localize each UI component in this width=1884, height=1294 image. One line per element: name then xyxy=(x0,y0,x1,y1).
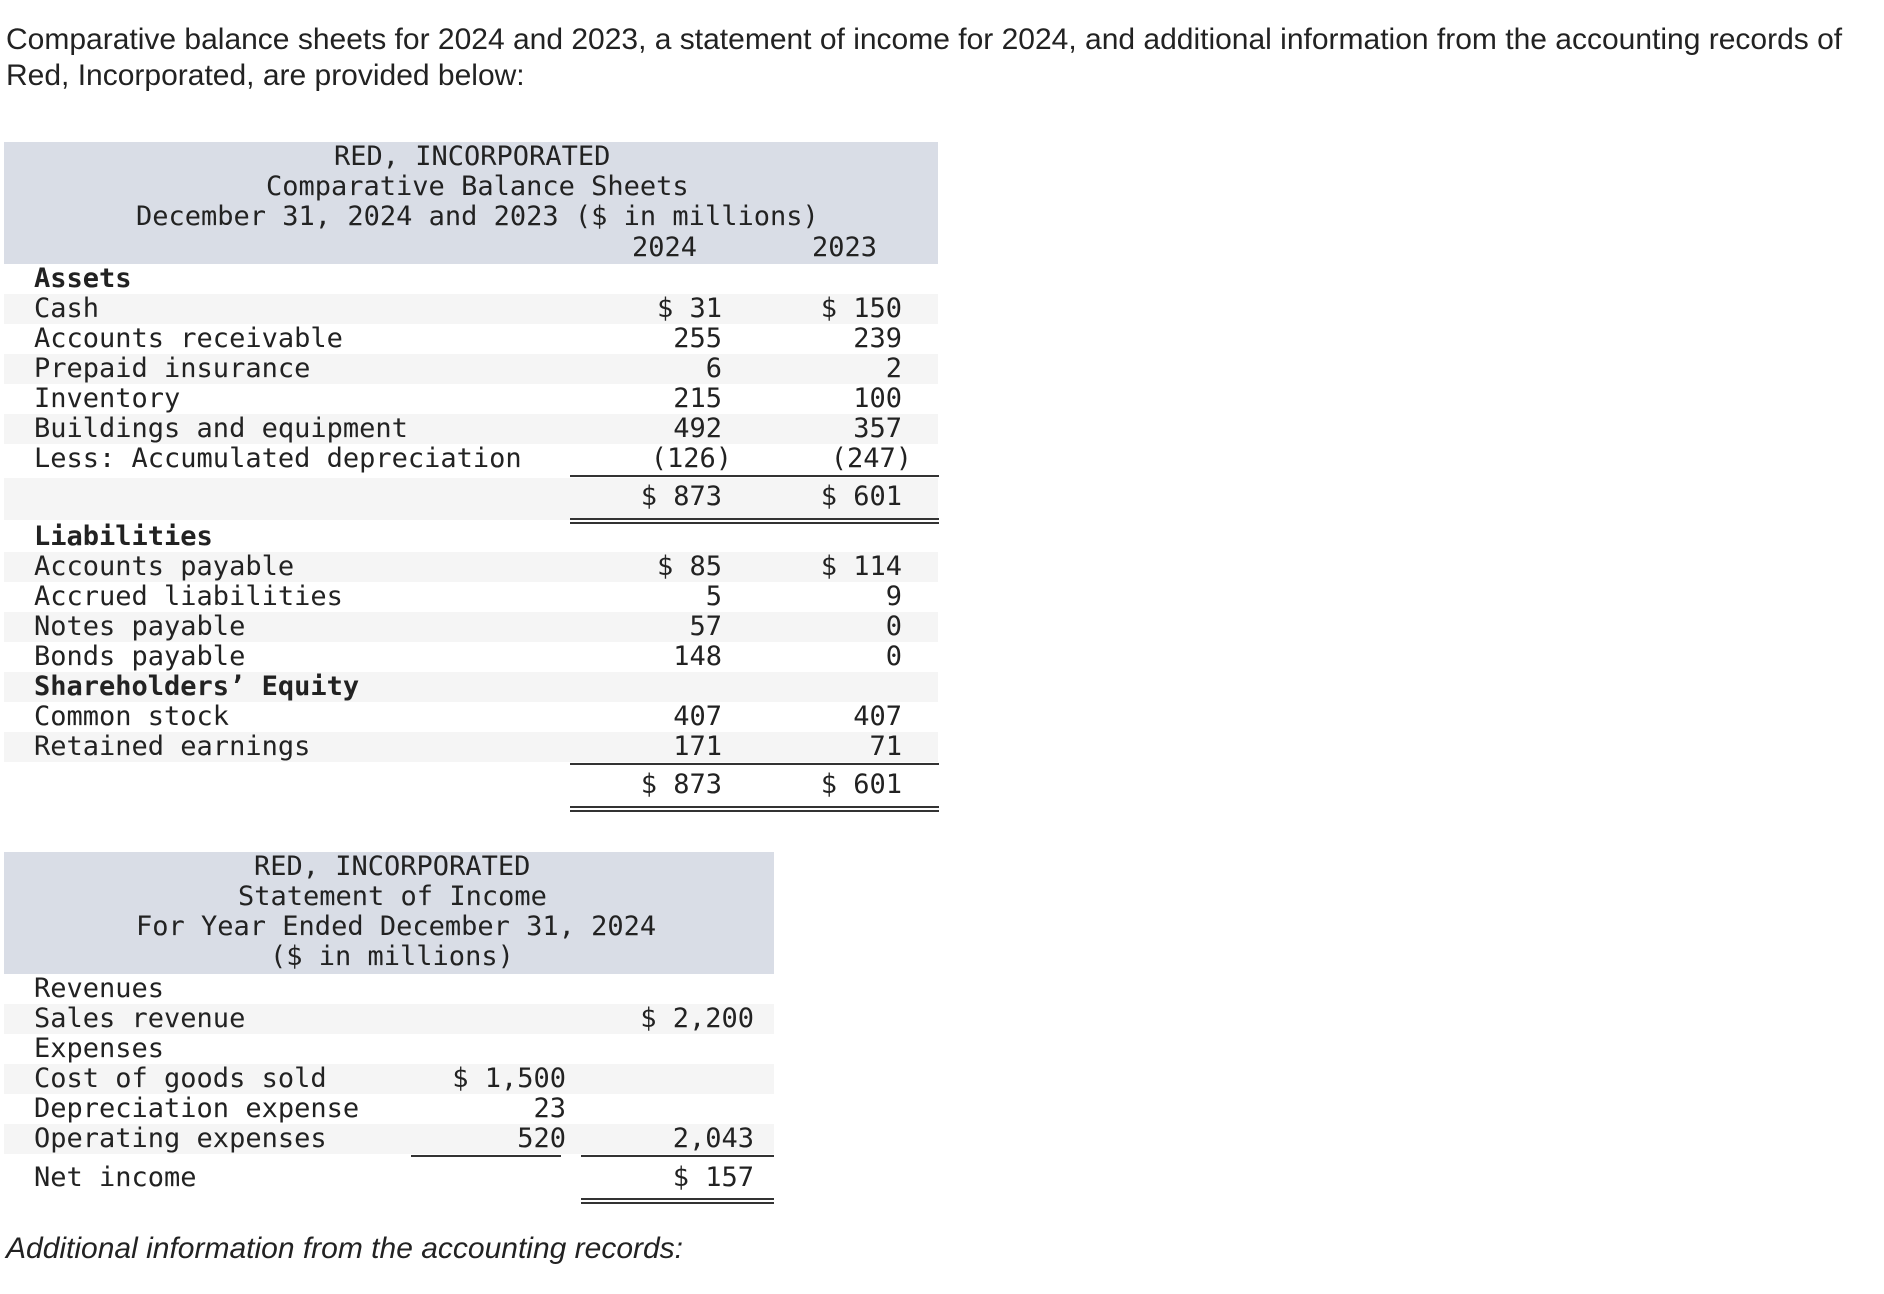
assets-total-2024: $ 873 xyxy=(640,481,722,512)
row-label: Cash xyxy=(34,293,100,324)
bs-col-2023: 2023 xyxy=(812,232,878,263)
value-2024: $ 85 xyxy=(656,551,722,582)
liab-equity-total-2024: $ 873 xyxy=(640,769,722,800)
revenues-heading: Revenues xyxy=(34,973,165,1004)
table-row xyxy=(4,1094,774,1124)
row-label: Depreciation expense xyxy=(34,1093,360,1124)
table-row xyxy=(4,444,938,474)
value-2023: 9 xyxy=(885,581,902,612)
row-label: Less: Accumulated depreciation xyxy=(34,443,522,474)
expense-value: 23 xyxy=(533,1093,566,1124)
row-label: Accounts receivable xyxy=(34,323,343,354)
table-row xyxy=(4,1004,774,1034)
table-row xyxy=(4,582,938,612)
assets-heading-row xyxy=(4,264,938,294)
assets-total-row xyxy=(4,478,938,520)
assets-total-2023: $ 601 xyxy=(820,481,902,512)
bs-company-name: RED, INCORPORATED xyxy=(334,141,611,172)
intro-text: Comparative balance sheets for 2024 and 2023, a statement of income for 2024, and additional information from the accounting records of Red, Incorporated, are provided below: xyxy=(6,23,1843,92)
expense-value: 520 xyxy=(517,1123,566,1154)
table-row xyxy=(4,1064,774,1094)
value-2024: 407 xyxy=(673,701,722,732)
sales-revenue-label: Sales revenue xyxy=(34,1003,246,1034)
row-label: Accrued liabilities xyxy=(34,581,343,612)
is-title: Statement of Income xyxy=(238,881,547,912)
table-row xyxy=(4,414,938,444)
value-2024: 255 xyxy=(673,323,722,354)
table-row xyxy=(4,702,938,732)
table-row xyxy=(4,732,938,762)
value-2023: 407 xyxy=(853,701,902,732)
value-2023: 357 xyxy=(853,413,902,444)
value-2023: $ 114 xyxy=(820,551,902,582)
value-2024: (126) xyxy=(650,443,732,474)
value-2024: 57 xyxy=(689,611,722,642)
bs-col-2024: 2024 xyxy=(632,232,698,263)
row-label: Inventory xyxy=(34,383,181,414)
value-2024: 171 xyxy=(673,731,722,762)
income-statement-header xyxy=(4,852,774,974)
liab-equity-total-row xyxy=(4,766,938,806)
value-2024: 492 xyxy=(673,413,722,444)
value-2024: 148 xyxy=(673,641,722,672)
row-label: Buildings and equipment xyxy=(34,413,408,444)
table-row xyxy=(4,384,938,414)
table-row xyxy=(4,294,938,324)
total-double-rule xyxy=(570,806,939,812)
value-2023: (247) xyxy=(830,443,912,474)
liab-equity-total-2023: $ 601 xyxy=(820,769,902,800)
expenses-total-rule xyxy=(581,1155,774,1157)
row-label: Bonds payable xyxy=(34,641,246,672)
net-income-double-rule xyxy=(581,1198,774,1204)
bs-title: Comparative Balance Sheets xyxy=(266,171,689,202)
value-2024: 6 xyxy=(705,353,722,384)
table-row xyxy=(4,612,938,642)
value-2023: 2 xyxy=(885,353,902,384)
is-company-name: RED, INCORPORATED xyxy=(254,851,531,882)
value-2023: 239 xyxy=(853,323,902,354)
row-label: Accounts payable xyxy=(34,551,295,582)
value-2023: 0 xyxy=(885,611,902,642)
row-label: Prepaid insurance xyxy=(34,353,311,384)
net-income-value: $ 157 xyxy=(672,1162,754,1193)
additional-info-heading: Additional information from the accounting records: xyxy=(6,1232,684,1265)
value-2023: $ 150 xyxy=(820,293,902,324)
subtotal-rule xyxy=(570,763,939,765)
expenses-heading-row xyxy=(4,1034,774,1064)
table-row xyxy=(4,1124,774,1154)
subtotal-rule xyxy=(570,475,939,477)
table-row xyxy=(4,552,938,582)
value-2024: 5 xyxy=(705,581,722,612)
row-label: Notes payable xyxy=(34,611,246,642)
expenses-heading: Expenses xyxy=(34,1033,165,1064)
expenses-total: 2,043 xyxy=(672,1123,754,1154)
is-units: ($ in millions) xyxy=(270,941,514,972)
sales-revenue-value: $ 2,200 xyxy=(640,1003,754,1034)
equity-heading-row xyxy=(4,672,938,702)
revenues-heading-row xyxy=(4,974,774,1004)
liabilities-heading: Liabilities xyxy=(34,521,213,552)
row-label: Operating expenses xyxy=(34,1123,327,1154)
value-2023: 0 xyxy=(885,641,902,672)
table-row xyxy=(4,324,938,354)
table-row xyxy=(4,354,938,384)
row-label: Retained earnings xyxy=(34,731,311,762)
expense-value: $ 1,500 xyxy=(452,1063,566,1094)
is-period: For Year Ended December 31, 2024 xyxy=(136,911,657,942)
assets-heading: Assets xyxy=(34,263,132,294)
net-income-label: Net income xyxy=(34,1162,197,1193)
row-label: Cost of goods sold xyxy=(34,1063,327,1094)
net-income-row xyxy=(4,1160,774,1198)
value-2024: $ 31 xyxy=(656,293,722,324)
equity-heading: Shareholders’ Equity xyxy=(34,671,360,702)
bs-date-line: December 31, 2024 and 2023 ($ in millions) xyxy=(136,201,819,232)
value-2023: 100 xyxy=(853,383,902,414)
row-label: Common stock xyxy=(34,701,230,732)
liabilities-heading-row xyxy=(4,522,938,552)
balance-sheet-header xyxy=(4,142,938,264)
expenses-subtotal-rule xyxy=(411,1155,561,1157)
value-2023: 71 xyxy=(869,731,902,762)
value-2024: 215 xyxy=(673,383,722,414)
table-row xyxy=(4,642,938,672)
